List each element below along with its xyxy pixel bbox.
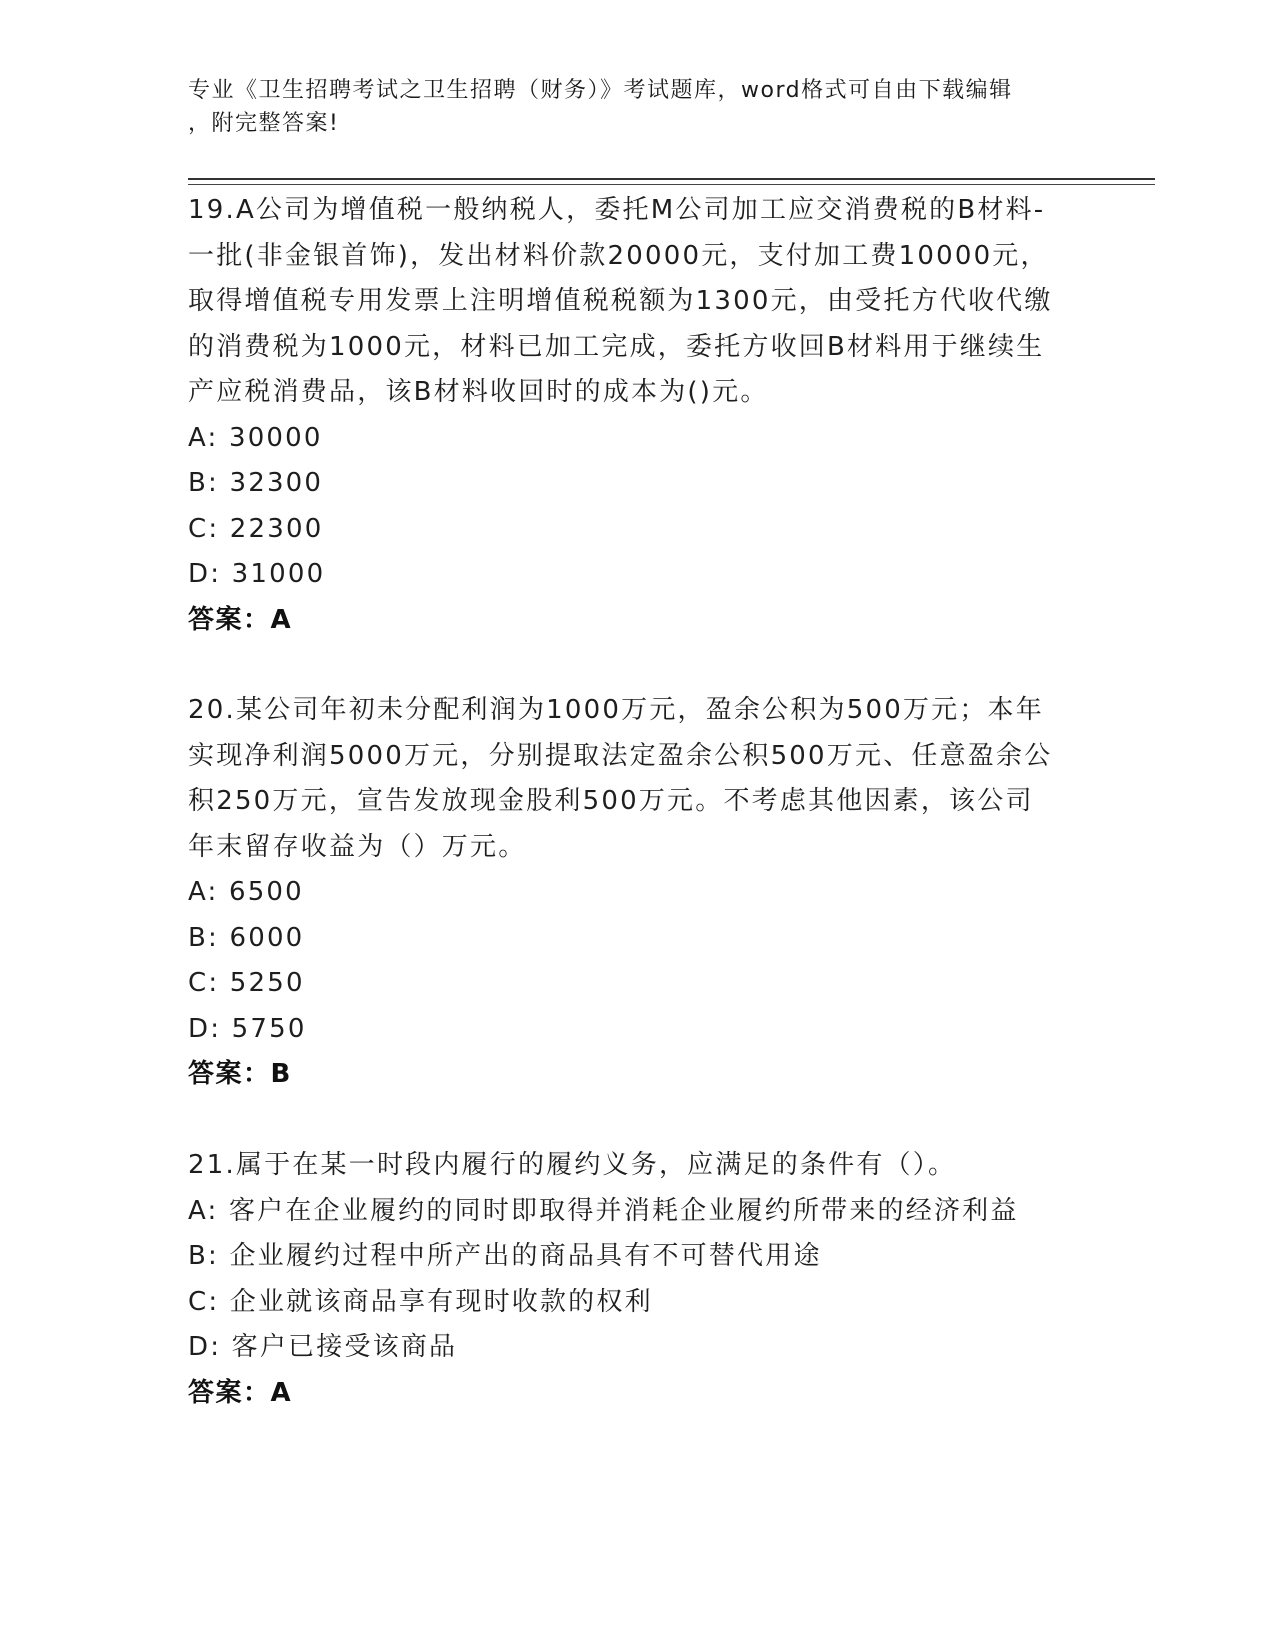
question-text-line: 年末留存收益为（）万元。 — [188, 831, 527, 862]
option-b: B: 32300 — [188, 468, 324, 498]
option-a: A: 6500 — [188, 877, 304, 907]
header-divider-thin — [188, 184, 1155, 185]
header-divider-thick — [188, 178, 1155, 180]
header-line-1: 专业《卫生招聘考试之卫生招聘（财务）》考试题库，word格式可自由下载编辑 — [188, 78, 1013, 103]
question-19 — [188, 188, 1088, 643]
question-text-line: 产应税消费品，该B材料收回时的成本为()元。 — [188, 377, 769, 407]
question-text-line: 取得增值税专用发票上注明增值税税额为1300元，由受托方代收代缴 — [188, 286, 1053, 316]
option-a: A: 客户在企业履约的同时即取得并消耗企业履约所带来的经济利益 — [188, 1195, 1019, 1226]
question-21 — [188, 1143, 1088, 1416]
option-b: B: 6000 — [188, 922, 305, 953]
answer-label: 答案：A — [188, 604, 293, 635]
document-header — [188, 74, 1088, 140]
question-text-line: 21.属于在某一时段内履行的履约义务，应满足的条件有（）。 — [188, 1150, 957, 1180]
option-c: C: 5250 — [188, 968, 305, 998]
option-a: A: 30000 — [188, 422, 323, 453]
question-20 — [188, 688, 1088, 1098]
option-c: C: 22300 — [188, 513, 324, 544]
answer-label: 答案：A — [188, 1377, 293, 1408]
option-b: B: 企业履约过程中所产出的商品具有不可替代用途 — [188, 1241, 822, 1271]
option-c: C: 企业就该商品享有现时收款的权利 — [188, 1286, 653, 1317]
question-text-line: 实现净利润5000万元，分别提取法定盈余公积500万元、任意盈余公 — [188, 740, 1053, 771]
question-text-line: 的消费税为1000元，材料已加工完成，委托方收回B材料用于继续生 — [188, 331, 1045, 362]
option-d: D: 5750 — [188, 1013, 307, 1044]
header-line-2: ，附完整答案! — [188, 111, 340, 136]
question-text-line: 19.A公司为增值税一般纳税人，委托M公司加工应交消费税的B材料- — [188, 195, 1046, 225]
question-text-line: 20.某公司年初未分配利润为1000万元，盈余公积为500万元；本年 — [188, 695, 1044, 725]
option-d: D: 31000 — [188, 559, 326, 589]
answer-label: 答案：B — [188, 1059, 292, 1089]
option-d: D: 客户已接受该商品 — [188, 1332, 458, 1362]
question-text-line: 一批(非金银首饰)，发出材料价款20000元，支付加工费10000元， — [188, 240, 1049, 271]
question-text-line: 积250万元，宣告发放现金股利500万元。不考虑其他因素，该公司 — [188, 786, 1034, 816]
